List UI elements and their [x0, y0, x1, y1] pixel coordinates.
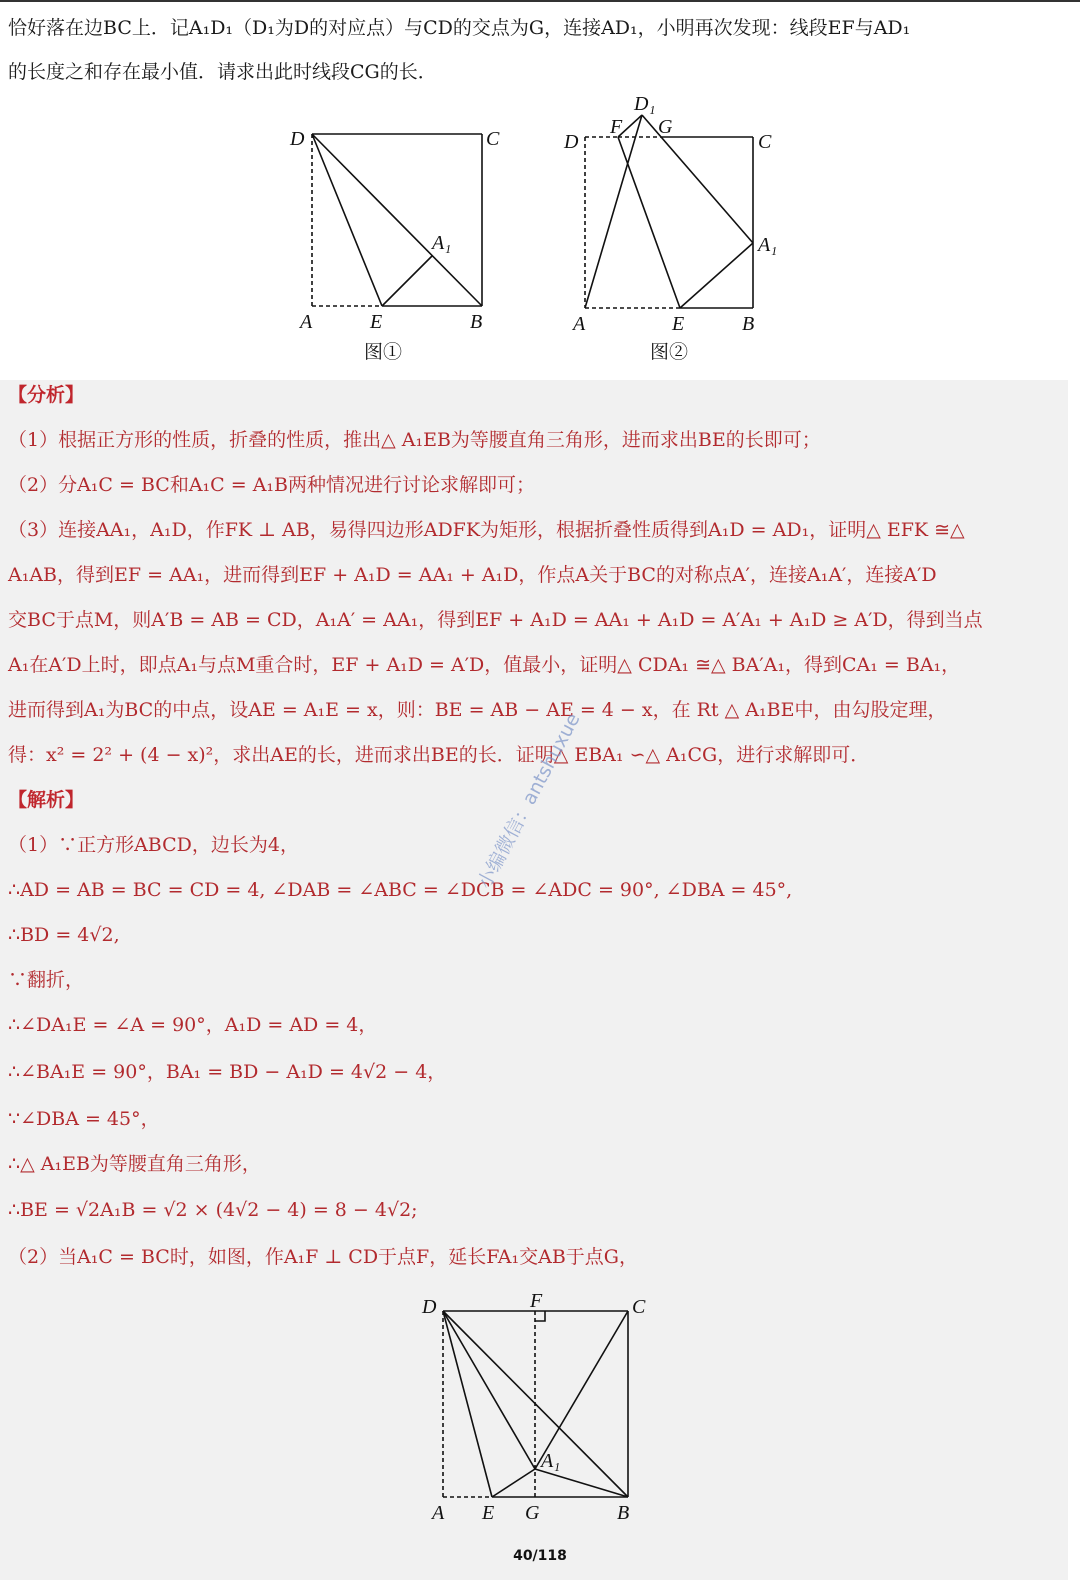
- fig3-label-a: A: [432, 1502, 445, 1524]
- fig1-seg-ea1: [382, 256, 432, 306]
- solution-line-7: ∵∠DBA = 45°，: [8, 1108, 160, 1130]
- fig2-label-d1: D₁: [634, 93, 656, 115]
- fig1-label-c: C: [486, 128, 500, 150]
- figures-svg: [0, 88, 1080, 378]
- fig3-label-g: G: [525, 1502, 540, 1524]
- figure-3: [0, 1285, 1068, 1535]
- analysis-heading: 【分析】: [8, 384, 85, 406]
- fig3-seg-ea1: [492, 1469, 535, 1497]
- fig2-caption: 图②: [650, 341, 689, 363]
- fig3-label-e: E: [482, 1502, 495, 1524]
- solution-line-3: ∴BD = 4√2,: [8, 924, 120, 946]
- fig3-label-a1: A₁: [541, 1450, 561, 1472]
- figure-1: [312, 134, 482, 306]
- fig2-label-a1: A₁: [758, 234, 778, 256]
- figure-2-labels: [563, 93, 777, 363]
- fig2-label-c: C: [758, 131, 772, 153]
- intro-line-1: 恰好落在边BC上．记A₁D₁（D₁为D的对应点）与CD的交点为G，连接AD₁，小明再次发现：线段EF与AD₁: [8, 17, 911, 39]
- fig1-label-b: B: [470, 311, 483, 333]
- figure-2: [585, 115, 753, 308]
- fig1-label-a1: A₁: [432, 232, 452, 254]
- fig2-seg-ad1: [585, 115, 642, 308]
- fig3-right-angle-mark: [535, 1311, 545, 1321]
- analysis-line-2: （2）分A₁C = BC和A₁C = A₁B两种情况进行讨论求解即可；: [8, 474, 535, 496]
- analysis-line-5: 交BC于点M，则A′B = AB = CD，A₁A′ = AA₁，得到EF + A₁D = AA₁ + A₁D = A′A₁ + A₁D ≥ A′D，得到当点: [8, 609, 983, 631]
- fig2-seg-ea1: [680, 243, 753, 308]
- fig1-label-d: D: [290, 128, 305, 150]
- solution-line-9: ∴BE = √2A₁B = √2 × (4√2 − 4) = 8 − 4√2;: [8, 1199, 418, 1221]
- analysis-line-7: 进而得到A₁为BC的中点，设AE = A₁E = x，则：BE = AB − AE = 4 − x，在 Rt △ A₁BE中，由勾股定理，: [8, 699, 947, 721]
- fig3-seg-ca1: [535, 1311, 628, 1469]
- solution-line-2: ∴AD = AB = BC = CD = 4, ∠DAB = ∠ABC = ∠DCB = ∠ADC = 90°, ∠DBA = 45°,: [8, 879, 793, 901]
- fig1-diagonal-db: [312, 134, 482, 306]
- fig3-label-c: C: [632, 1296, 646, 1318]
- page-number: 40/118: [513, 1548, 567, 1564]
- figure-1-labels: [289, 128, 500, 363]
- solution-line-4: ∵翻折，: [8, 969, 85, 991]
- analysis-line-6: A₁在A′D上时，即点A₁与点M重合时，EF + A₁D = A′D，值最小，证明△ CDA₁ ≅△ BA′A₁，得到CA₁ = BA₁，: [8, 654, 961, 676]
- analysis-line-8: 得：x² = 2² + (4 − x)²，求出AE的长，进而求出BE的长．证明△ EBA₁ ∽△ A₁CG，进行求解即可．: [8, 744, 870, 766]
- fig3-label-f: F: [530, 1290, 543, 1312]
- solution-line-5: ∴∠DA₁E = ∠A = 90°，A₁D = AD = 4，: [8, 1014, 378, 1036]
- intro-line-2: 的长度之和存在最小值．请求出此时线段CG的长．: [8, 61, 437, 83]
- fig2-label-e: E: [672, 313, 685, 335]
- problem-intro: [8, 6, 1070, 94]
- analysis-line-4: A₁AB，得到EF = AA₁，进而得到EF + A₁D = AA₁ + A₁D，作点A关于BC的对称点A′，连接A₁A′，连接A′D: [8, 564, 937, 586]
- fig2-label-f: F: [610, 116, 623, 138]
- figures-row: [0, 88, 1080, 378]
- solution-line-10: （2）当A₁C = BC时，如图，作A₁F ⊥ CD于点F，延长FA₁交AB于点G，: [8, 1246, 638, 1268]
- analysis-line-1: （1）根据正方形的性质，折叠的性质，推出△ A₁EB为等腰直角三角形，进而求出BE的长即可；: [8, 429, 821, 451]
- solution-line-8: ∴△ A₁EB为等腰直角三角形，: [8, 1153, 261, 1175]
- fig2-fold-fe: [618, 137, 680, 308]
- fig2-label-g: G: [658, 116, 673, 138]
- fig1-fold-de: [312, 134, 382, 306]
- analysis-line-3: （3）连接AA₁，A₁D，作FK ⊥ AB，易得四边形ADFK为矩形，根据折叠性质得到A₁D = AD₁，证明△ EFK ≅△: [8, 519, 965, 541]
- solution-line-6: ∴∠BA₁E = 90°，BA₁ = BD − A₁D = 4√2 − 4，: [8, 1061, 447, 1083]
- fig2-label-a: A: [573, 313, 586, 335]
- fig3-fold-de: [443, 1311, 492, 1497]
- top-rule: [0, 0, 1080, 2]
- fig2-label-d: D: [564, 131, 579, 153]
- solution-line-1: （1）∵正方形ABCD，边长为4，: [8, 834, 299, 856]
- fig1-label-e: E: [370, 311, 383, 333]
- solution-heading: 【解析】: [8, 789, 85, 811]
- fig1-label-a: A: [300, 311, 313, 333]
- fig3-label-b: B: [617, 1502, 630, 1524]
- fig2-label-b: B: [742, 313, 755, 335]
- watermark-text: 小编微信：antshuxue: [473, 709, 585, 893]
- fig1-caption: 图①: [364, 341, 403, 363]
- fig3-label-d: D: [422, 1296, 437, 1318]
